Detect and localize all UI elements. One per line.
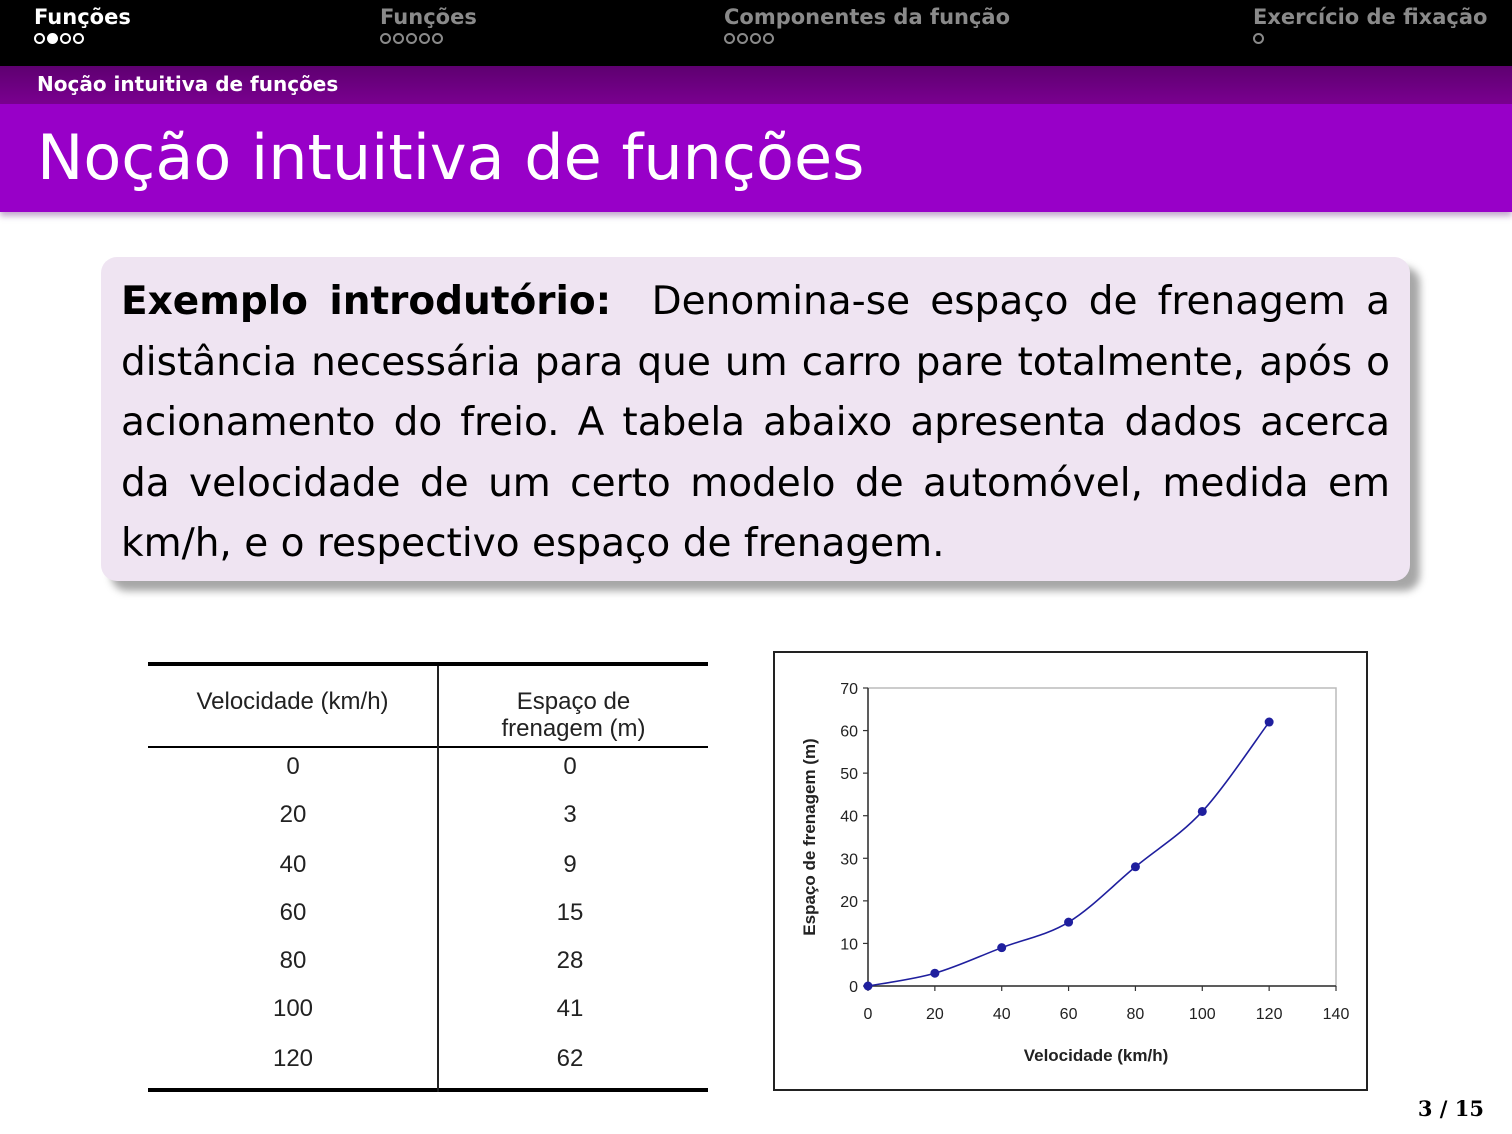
table-cell-velocity: 120 [272,1045,314,1072]
series-line [868,722,1269,986]
navigation-bar [0,0,1512,66]
nav-frame-dots [724,33,1010,44]
nav-frame-dot[interactable] [1253,33,1264,44]
chart-svg [775,653,1366,1089]
nav-section-3[interactable] [724,4,1010,44]
nav-section-title[interactable]: Funções [380,5,477,29]
table-cell-velocity: 0 [286,753,300,780]
x-tick-label: 60 [1059,1006,1078,1023]
table-cell-velocity: 20 [279,801,307,828]
example-body: Denomina-se espaço de frenagem a distância necessária para que um carro pare totalmente, após o acionamento do freio. A tabela abaixo apresenta dados acerca da velocidade de um certo modelo de automóvel, medida em km/h, e o respectivo espaço de frenagem. [121,279,1390,566]
nav-section-2[interactable] [380,4,477,44]
nav-frame-dots [34,33,131,44]
table-cell-braking: 0 [563,753,577,780]
table-header-line: Velocidade (km/h) [196,688,389,715]
y-tick-label: 50 [840,766,858,784]
table-cell-braking: 15 [556,899,584,926]
y-tick-label: 20 [840,893,858,911]
nav-section-title[interactable]: Componentes da função [724,5,1011,29]
table-header-velocity [148,688,437,715]
nav-frame-dot[interactable] [73,33,84,44]
nav-frame-dot[interactable] [419,33,430,44]
y-tick-label: 10 [840,936,858,954]
nav-section-title[interactable]: Exercício de fixação [1253,5,1488,29]
y-tick-label: 60 [840,723,858,741]
nav-section-title[interactable]: Funções [34,5,131,29]
plot-area-border [868,688,1336,986]
nav-frame-dot[interactable] [393,33,404,44]
table-cell-velocity: 40 [279,851,307,878]
example-text [121,272,1390,575]
data-point [1265,718,1274,727]
table-header-line: frenagem (m) [501,715,646,742]
data-point [930,969,939,978]
data-point [997,943,1006,952]
example-block [101,257,1410,581]
x-tick-label: 140 [1322,1006,1350,1023]
nav-section-4[interactable] [1253,4,1487,44]
table-cell-braking: 28 [556,947,584,974]
y-tick-label: 70 [840,681,858,698]
nav-frame-dot[interactable] [432,33,443,44]
nav-frame-dots [380,33,477,44]
nav-frame-dot[interactable] [737,33,748,44]
y-tick-label: 40 [840,808,858,826]
nav-frame-dots [1253,33,1487,44]
x-tick-label: 40 [992,1006,1011,1023]
x-tick-label: 100 [1188,1006,1216,1023]
data-point [864,982,873,991]
frame-title: Noção intuitiva de funções [37,121,865,194]
braking-chart [773,651,1368,1091]
example-label: Exemplo introdutório: [121,279,612,324]
table-header-braking [439,688,708,742]
nav-frame-dot[interactable] [763,33,774,44]
nav-frame-dot[interactable] [406,33,417,44]
y-tick-label: 30 [840,851,858,869]
table-cell-braking: 3 [563,801,577,828]
table-top-rule [148,662,708,666]
table-cell-velocity: 60 [279,899,307,926]
subsection-title[interactable]: Noção intuitiva de funções [37,72,339,96]
x-tick-label: 0 [863,1006,873,1023]
table-header-line: Espaço de [516,688,631,715]
y-tick-label: 0 [849,979,858,996]
page-number: 3 / 15 [1417,1096,1484,1121]
table-cell-braking: 62 [556,1045,584,1072]
data-point [1064,918,1073,927]
y-axis-label: Espaço de frenagem (m) [800,738,819,936]
x-tick-label: 120 [1255,1006,1283,1023]
nav-frame-dot[interactable] [60,33,71,44]
x-tick-label: 80 [1126,1006,1145,1023]
nav-frame-dot[interactable] [34,33,45,44]
x-axis-label: Velocidade (km/h) [1023,1046,1169,1065]
x-tick-label: 20 [925,1006,944,1023]
table-cell-velocity: 100 [272,995,314,1022]
nav-frame-dot[interactable] [724,33,735,44]
table-header-rule [148,746,708,748]
nav-frame-dot[interactable] [750,33,761,44]
nav-frame-dot[interactable] [380,33,391,44]
data-point [1198,807,1207,816]
table-bottom-rule [148,1088,708,1092]
table-cell-braking: 9 [563,851,577,878]
frame-title-bar [0,104,1512,212]
table-cell-velocity: 80 [279,947,307,974]
nav-section-1[interactable] [34,4,131,44]
data-point [1131,862,1140,871]
subsection-bar [0,66,1512,104]
braking-table [148,662,708,1094]
nav-frame-dot[interactable] [47,33,58,44]
table-cell-braking: 41 [556,995,584,1022]
